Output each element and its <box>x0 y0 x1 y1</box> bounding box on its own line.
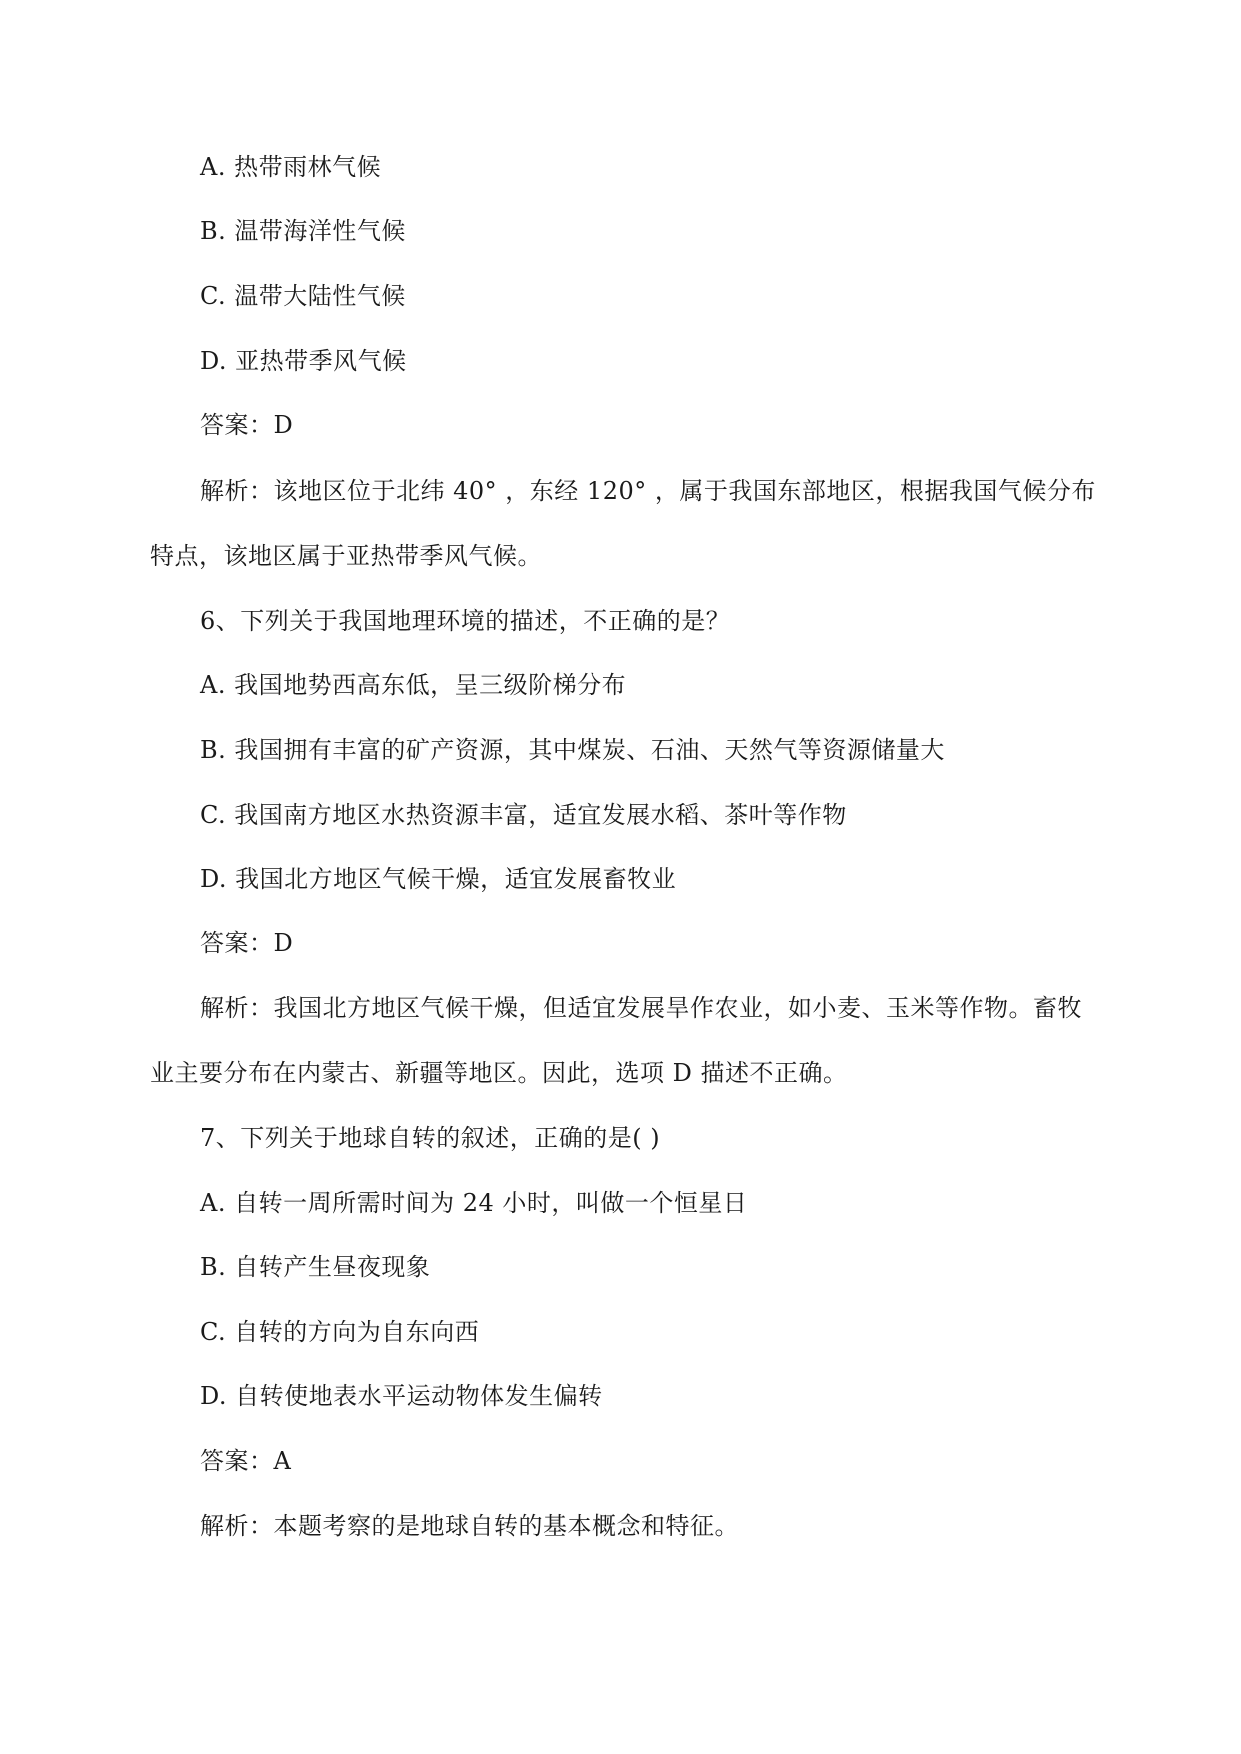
q5-analysis-line2: 特点，该地区属于亚热带季风气候。 <box>150 542 542 570</box>
q7-question: 7、下列关于地球自转的叙述，正确的是( ) <box>200 1124 661 1152</box>
q6-option-d: D. 我国北方地区气候干燥，适宜发展畜牧业 <box>200 865 677 893</box>
q7-option-c: C. 自转的方向为自东向西 <box>200 1318 480 1346</box>
q5-option-d: D. 亚热带季风气候 <box>200 347 407 375</box>
q5-analysis-line1: 解析：该地区位于北纬 40° ，东经 120° ，属于我国东部地区，根据我国气候分布 <box>200 477 1096 505</box>
q6-option-c: C. 我国南方地区水热资源丰富，适宜发展水稻、茶叶等作物 <box>200 801 847 829</box>
q5-option-c: C. 温带大陆性气候 <box>200 282 406 310</box>
q5-option-b: B. 温带海洋性气候 <box>200 217 406 245</box>
q6-option-b: B. 我国拥有丰富的矿产资源，其中煤炭、石油、天然气等资源储量大 <box>200 736 945 764</box>
q7-analysis-line1: 解析：本题考察的是地球自转的基本概念和特征。 <box>200 1512 739 1540</box>
q6-analysis-line2: 业主要分布在内蒙古、新疆等地区。因此，选项 D 描述不正确。 <box>150 1059 848 1087</box>
q6-answer: 答案：D <box>200 929 294 957</box>
q6-question: 6、下列关于我国地理环境的描述，不正确的是？ <box>200 607 731 635</box>
q5-option-a: A. 热带雨林气候 <box>200 153 382 181</box>
q6-analysis-line1: 解析：我国北方地区气候干燥，但适宜发展旱作农业，如小麦、玉米等作物。畜牧 <box>200 994 1082 1022</box>
q5-answer: 答案：D <box>200 411 294 439</box>
q7-option-a: A. 自转一周所需时间为 24 小时，叫做一个恒星日 <box>200 1189 748 1217</box>
q6-option-a: A. 我国地势西高东低，呈三级阶梯分布 <box>200 671 627 699</box>
q7-option-d: D. 自转使地表水平运动物体发生偏转 <box>200 1382 603 1410</box>
q7-option-b: B. 自转产生昼夜现象 <box>200 1253 431 1281</box>
q7-answer: 答案：A <box>200 1447 292 1475</box>
